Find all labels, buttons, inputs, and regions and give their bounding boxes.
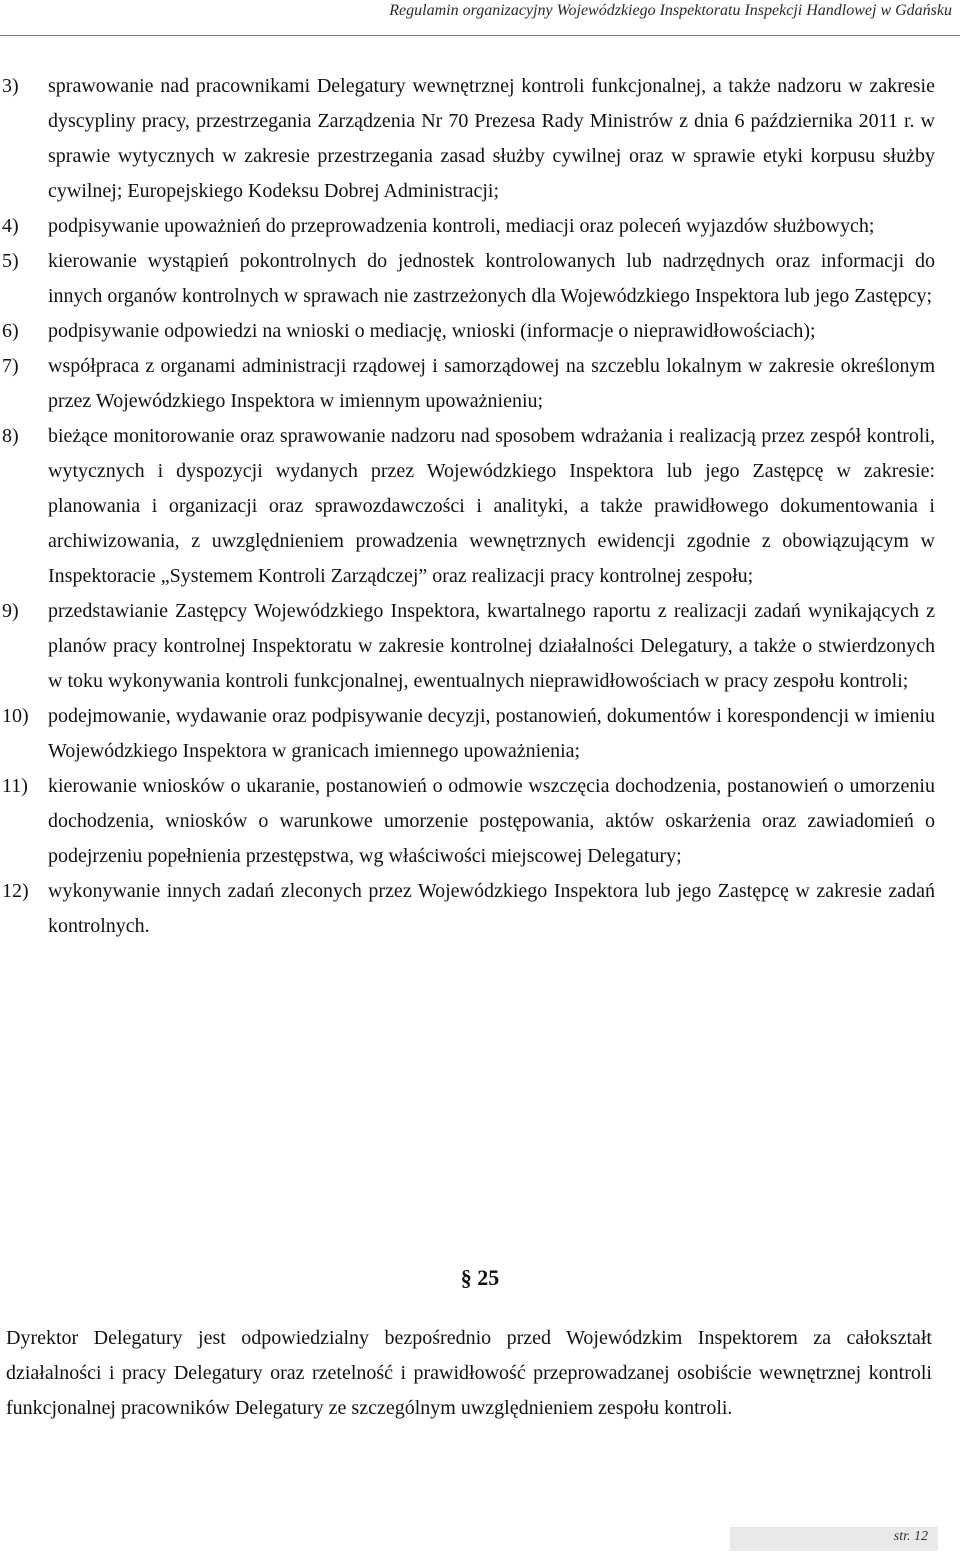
item-text: przedstawianie Zastępcy Wojewódzkiego Inspektora, kwartalnego raportu z realizacji zadań wynikających z planów pracy kontrolnej Inspektoratu w zakresie kontrolnej działalności Delegatury, a także o stwierdzonych w toku wykonywania kontroli funkcjonalnej, ewentualnych nieprawidłowościach w pracy zespołu kontroli;	[48, 600, 935, 692]
list-item	[2, 769, 935, 874]
page-number: str. 12	[893, 1529, 928, 1544]
item-number: 11)	[2, 775, 28, 797]
section-paragraph: Dyrektor Delegatury jest odpowiedzialny bezpośrednio przed Wojewódzkim Inspektorem za całokształt działalności i pracy Delegatury oraz rzetelność i prawidłowość przeprowadzanej osobiście wewnętrznej kontroli funkcjonalnej pracowników Delegatury ze szczególnym uwzględnieniem zespołu kontroli.	[6, 1327, 932, 1419]
item-number: 4)	[2, 215, 19, 237]
duties-list	[2, 69, 935, 944]
item-number: 3)	[2, 75, 19, 97]
item-number: 6)	[2, 320, 19, 342]
list-item	[2, 244, 935, 314]
list-item	[2, 69, 935, 209]
item-number: 10)	[2, 705, 29, 727]
item-number: 7)	[2, 355, 19, 377]
list-item	[2, 594, 935, 699]
item-text: sprawowanie nad pracownikami Delegatury wewnętrznej kontroli funkcjonalnej, a także nadzoru w zakresie dyscypliny pracy, przestrzegania Zarządzenia Nr 70 Prezesa Rady Ministrów z dnia 6 października 2011 r. w sprawie wytycznych w zakresie przestrzegania zasad służby cywilnej oraz w sprawie etyki korpusu służby cywilnej; Europejskiego Kodeksu Dobrej Administracji;	[48, 75, 935, 202]
item-text: bieżące monitorowanie oraz sprawowanie nadzoru nad sposobem wdrażania i realizacją przez zespół kontroli, wytycznych i dyspozycji wydanych przez Wojewódzkiego Inspektora lub jego Zastępcę w zakresie: planowania i organizacji oraz sprawozdawczości i analityki, a także prawidłowego dokumentowania i archiwizowania, z uwzględnieniem prowadzenia wewnętrznych ewidencji zgodnie z obowiązującym w Inspektoracie „Systemem Kontroli Zarządczej” oraz realizacji pracy kontrolnej zespołu;	[48, 425, 935, 587]
list-item	[2, 419, 935, 594]
item-text: podpisywanie upoważnień do przeprowadzenia kontroli, mediacji oraz poleceń wyjazdów służbowych;	[48, 215, 875, 237]
list-item	[2, 874, 935, 944]
item-text: wykonywanie innych zadań zleconych przez Wojewódzkiego Inspektora lub jego Zastępcę w zakresie zadań kontrolnych.	[48, 880, 935, 937]
item-text: współpraca z organami administracji rządowej i samorządowej na szczeblu lokalnym w zakresie określonym przez Wojewódzkiego Inspektora w imiennym upoważnieniu;	[48, 355, 935, 412]
document-header: Regulamin organizacyjny Wojewódzkiego Inspektoratu Inspekcji Handlowej w Gdańsku	[389, 2, 952, 19]
item-number: 9)	[2, 600, 19, 622]
item-number: 8)	[2, 425, 19, 447]
item-text: podejmowanie, wydawanie oraz podpisywanie decyzji, postanowień, dokumentów i korespondencji w imieniu Wojewódzkiego Inspektora w granicach imiennego upoważnienia;	[48, 705, 935, 762]
item-text: kierowanie wystąpień pokontrolnych do jednostek kontrolowanych lub nadrzędnych oraz informacji do innych organów kontrolnych w sprawach nie zastrzeżonych dla Wojewódzkiego Inspektora lub jego Zastępcy;	[48, 250, 935, 307]
list-item	[2, 314, 935, 349]
item-number: 12)	[2, 880, 29, 902]
list-item	[2, 699, 935, 769]
item-number: 5)	[2, 250, 19, 272]
section-heading: § 25	[460, 1265, 500, 1290]
item-text: kierowanie wniosków o ukaranie, postanowień o odmowie wszczęcia dochodzenia, postanowień o umorzeniu dochodzenia, wniosków o warunkowe umorzenie postępowania, aktów oskarżenia oraz zawiadomień o podejrzeniu popełnienia przestępstwa, wg właściwości miejscowej Delegatury;	[48, 775, 935, 867]
list-item	[2, 349, 935, 419]
header-divider	[0, 35, 960, 36]
item-text: podpisywanie odpowiedzi na wnioski o mediację, wnioski (informacje o nieprawidłowościach);	[48, 320, 816, 342]
list-item	[2, 209, 935, 244]
page-footer	[730, 1527, 938, 1551]
